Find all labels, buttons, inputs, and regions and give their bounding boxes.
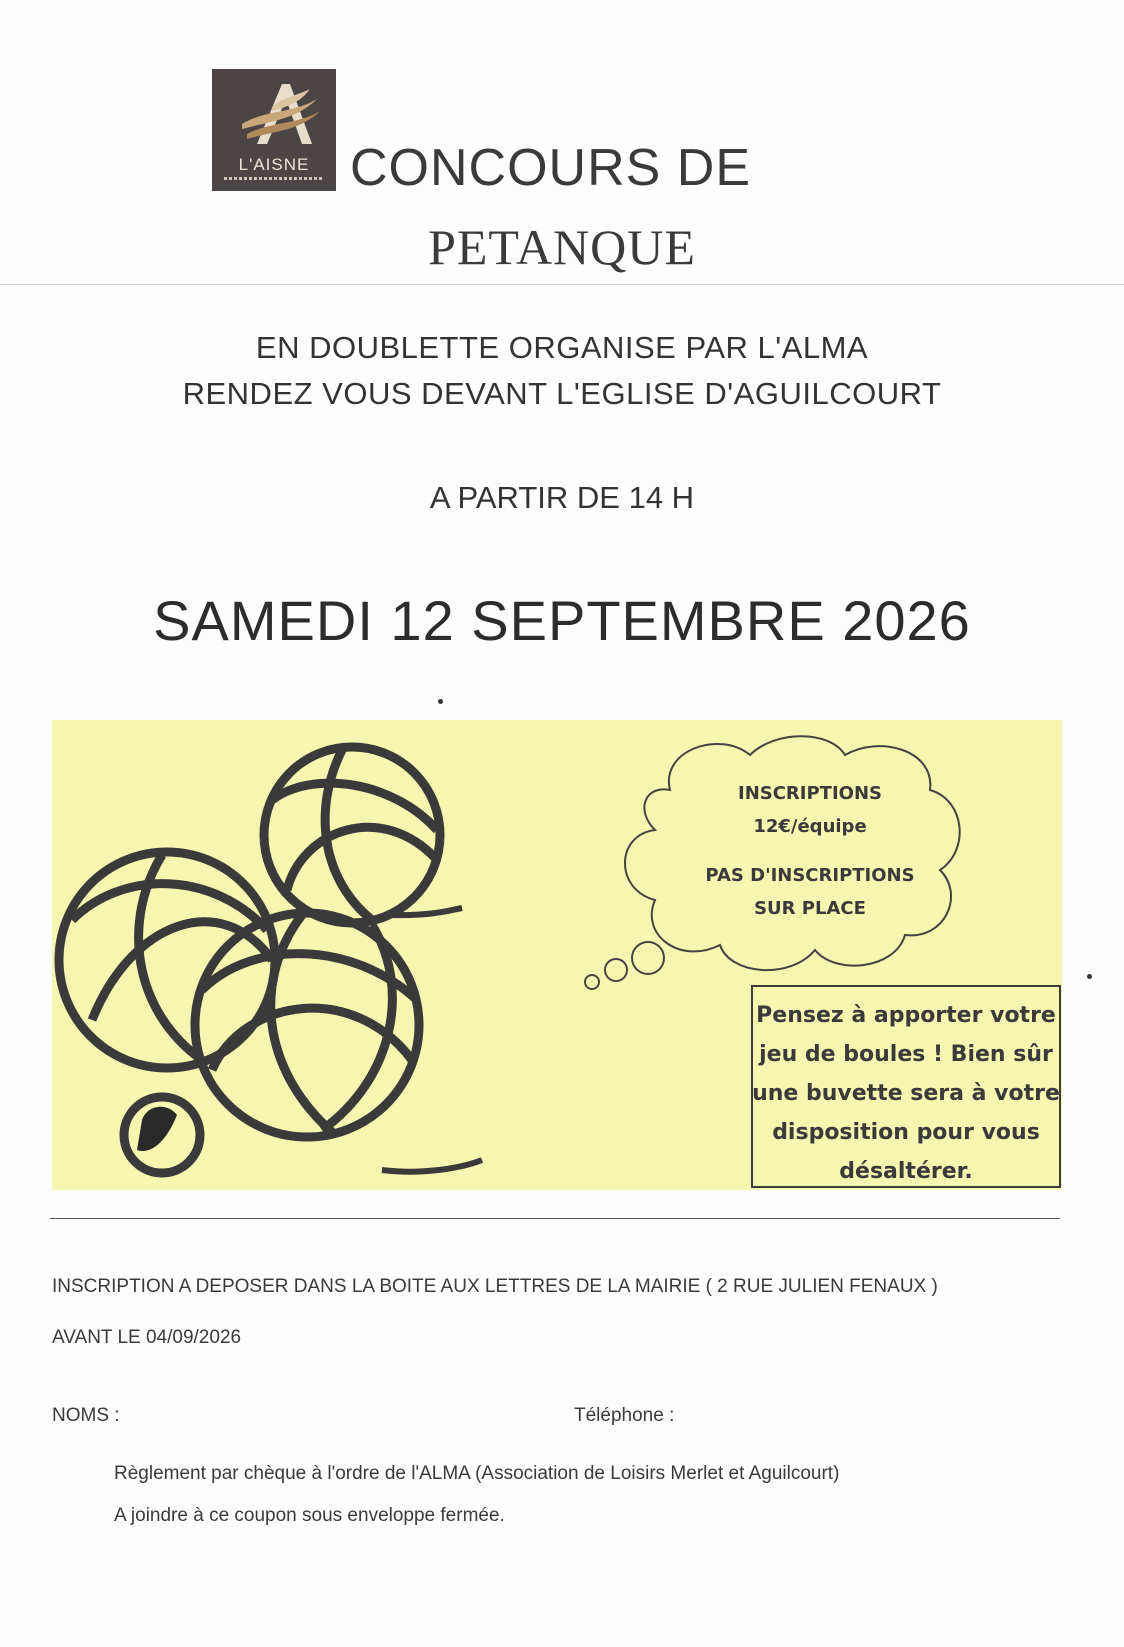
- event-date: SAMEDI 12 SEPTEMBRE 2026: [153, 589, 971, 652]
- event-location: RENDEZ VOUS DEVANT L'EGLISE D'AGUILCOURT: [182, 376, 942, 411]
- petanque-balls-illustration: [52, 720, 512, 1190]
- event-organizer: EN DOUBLETTE ORGANISE PAR L'ALMA: [255, 330, 869, 365]
- payment-line-1: Règlement par chèque à l'ordre de l'ALMA (Association de Loisirs Merlet et Aguilcourt): [114, 1463, 840, 1484]
- title-line-2: PETANQUE: [428, 219, 696, 275]
- registration-instruction: INSCRIPTION A DEPOSER DANS LA BOITE AUX LETTRES DE LA MAIRIE ( 2 RUE JULIEN FENAUX ): [52, 1276, 938, 1297]
- logo-subtitle: [224, 177, 324, 180]
- cut-line: [50, 1218, 1060, 1219]
- cloud-line-3: PAS D'INSCRIPTIONS: [705, 865, 915, 886]
- event-time: A PARTIR DE 14 H: [429, 480, 695, 515]
- note-line-2: jeu de boules ! Bien sûr: [759, 1042, 1053, 1067]
- payment-line-2: A joindre à ce coupon sous enveloppe fermée.: [114, 1505, 505, 1526]
- aisne-logo: [212, 69, 336, 191]
- top-divider: [0, 284, 1124, 285]
- note-line-5: désaltérer.: [839, 1159, 973, 1184]
- cloud-line-4: SUR PLACE: [754, 898, 866, 919]
- logo-text: L'AISNE: [238, 155, 310, 174]
- note-line-1: Pensez à apporter votre: [756, 1003, 1056, 1028]
- note-line-4: disposition pour vous: [772, 1120, 1040, 1145]
- cloud-line-2: 12€/équipe: [753, 816, 867, 837]
- speck: [438, 699, 443, 704]
- speck: [1087, 974, 1092, 979]
- aisne-logo-icon: [212, 69, 336, 159]
- registration-deadline: AVANT LE 04/09/2026: [52, 1327, 242, 1348]
- note-text: [751, 996, 1061, 1191]
- title-line-1: CONCOURS DE: [350, 139, 752, 197]
- phone-label: Téléphone :: [574, 1405, 675, 1426]
- note-line-3: une buvette sera à votre: [752, 1081, 1060, 1106]
- cloud-line-1: INSCRIPTIONS: [738, 783, 882, 804]
- names-label: NOMS :: [52, 1405, 120, 1426]
